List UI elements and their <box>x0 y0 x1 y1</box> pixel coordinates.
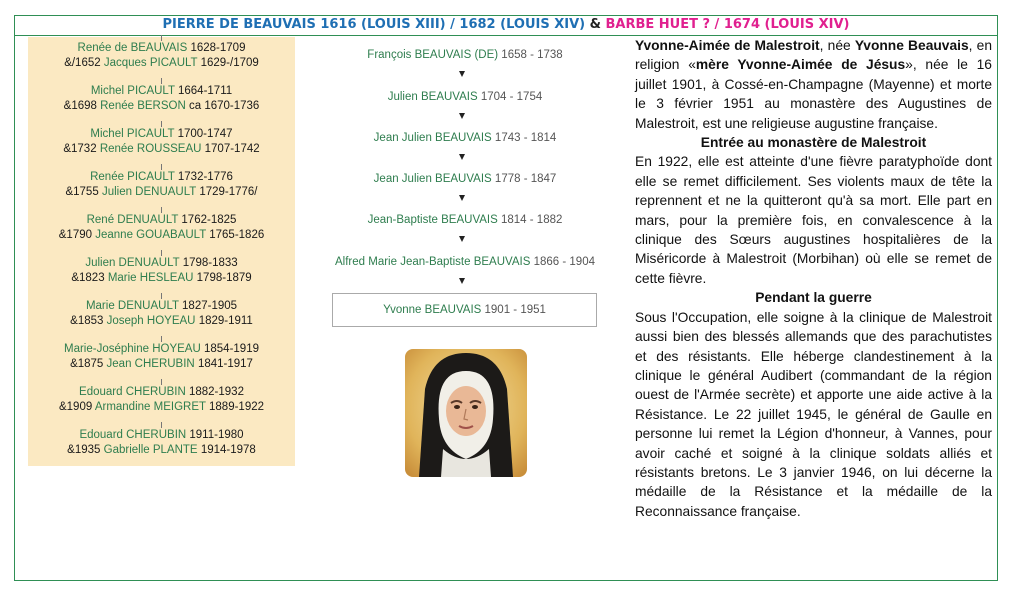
chain-person-name: François BEAUVAIS (DE) <box>367 49 499 61</box>
person-dates: 1854-1919 <box>203 343 259 355</box>
person-name: René DENUAULT <box>86 214 179 226</box>
person-dates: 1664-1711 <box>177 85 233 97</box>
bio-name-birth: Yvonne Beauvais <box>854 38 969 53</box>
title-barbe: BARBE HUET ? / 1674 (LOUIS XIV) <box>605 17 850 32</box>
spouse-name: Jeanne GOUABAULT <box>95 229 207 241</box>
spouse-dates: 1914-1978 <box>200 444 256 456</box>
lineage-entry <box>28 336 295 372</box>
chain-person <box>325 131 605 145</box>
person-name: Michel PICAULT <box>90 128 175 140</box>
lineage-line-1 <box>28 127 295 142</box>
spouse-dates: 1841-1917 <box>197 358 253 370</box>
person-dates: 1762-1825 <box>181 214 237 226</box>
bio-name-religious: Yvonne-Aimée de Malestroit <box>635 38 820 53</box>
person-name: Marie DENUAULT <box>85 300 179 312</box>
chain-person <box>325 255 605 269</box>
chain-person <box>325 90 605 104</box>
lineage-entry <box>28 164 295 200</box>
chain-person-dates: 1658 - 1738 <box>501 49 563 61</box>
final-person-dates: 1901 - 1951 <box>484 304 546 316</box>
spouse-name: Armandine MEIGRET <box>94 401 206 413</box>
person-name: Marie-Joséphine HOYEAU <box>64 343 201 355</box>
person-dates: 1882-1932 <box>188 386 244 398</box>
spouse-name: Joseph HOYEAU <box>106 315 196 327</box>
person-name: Renée PICAULT <box>90 171 175 183</box>
lineage-line-2 <box>28 443 295 458</box>
lineage-entry <box>28 250 295 286</box>
person-name: Edouard CHERUBIN <box>79 386 186 398</box>
lineage-line-2 <box>28 357 295 372</box>
down-arrow-icon <box>459 71 465 77</box>
person-dates: 1700-1747 <box>177 128 233 140</box>
bio-heading-war: Pendant la guerre <box>755 290 872 306</box>
down-arrow-icon <box>459 278 465 284</box>
chain-person-dates: 1778 - 1847 <box>494 173 557 185</box>
lineage-line-2 <box>28 99 295 114</box>
marriage-year: &/1652 <box>64 57 101 69</box>
spouse-dates: 1629-/1709 <box>200 57 259 69</box>
chain-person-name: Julien BEAUVAIS <box>387 91 478 103</box>
spouse-dates: 1798-1879 <box>196 272 252 284</box>
bio-intro <box>635 36 992 133</box>
person-name: Julien DENUAULT <box>85 257 180 269</box>
chain-person-dates: 1743 - 1814 <box>494 132 557 144</box>
person-dates: 1628-1709 <box>190 42 246 54</box>
lineage-line-1 <box>28 428 295 443</box>
chain-person <box>325 48 605 62</box>
lineage-line-2 <box>28 314 295 329</box>
marriage-year: &1732 <box>63 143 97 155</box>
chain-person-name: Alfred Marie Jean-Baptiste BEAUVAIS <box>335 256 531 268</box>
lineage-panel <box>28 37 295 466</box>
title-ampersand: & <box>585 17 606 32</box>
marriage-year: &1875 <box>70 358 104 370</box>
person-dates: 1911-1980 <box>189 429 244 441</box>
marriage-year: &1790 <box>58 229 93 241</box>
lineage-line-1 <box>28 385 295 400</box>
spouse-name: Marie HESLEAU <box>107 272 194 284</box>
bio-name-religion: mère Yvonne-Aimée de Jésus <box>695 57 906 73</box>
spouse-name: Renée BERSON <box>100 100 186 112</box>
bio-paragraph-war: Sous l'Occupation, elle soigne à la clinique de Malestroit aussi bien des blessés allemands que des parachutistes et des résistants. Elle héberge clandestinement à la clinique le général Audibert (commandant de la région ouest de l'Armée secrète) et apporte une aide active à la Résistance. Le 22 juillet 1945, le général de Gaulle en personne lui remet la Légion d'honneur, à Vannes, pour avoir caché et soigné à la clinique soldats alliés et résistants bretons. Le 3 janvier 1946, on lui décerne la médaille de la Résistance et la médaille de la Reconnaissance française. <box>635 309 992 519</box>
chain-person-name: Jean Julien BEAUVAIS <box>373 132 492 144</box>
down-arrow-icon <box>459 113 465 119</box>
spouse-dates: 1889-1922 <box>209 401 265 413</box>
marriage-year: &1909 <box>58 401 93 413</box>
person-dates: 1827-1905 <box>182 300 238 312</box>
person-dates: 1798-1833 <box>182 257 238 269</box>
lineage-line-1 <box>28 84 295 99</box>
lineage-entry <box>28 78 295 114</box>
lineage-entry <box>28 379 295 415</box>
lineage-line-1 <box>28 213 295 228</box>
spouse-name: Gabrielle PLANTE <box>103 444 198 456</box>
marriage-year: &1698 <box>63 100 97 112</box>
lineage-line-1 <box>28 256 295 271</box>
spouse-dates: 1707-1742 <box>204 143 260 155</box>
chain-person-name: Jean-Baptiste BEAUVAIS <box>367 214 498 226</box>
final-person-name: Yvonne BEAUVAIS <box>383 304 482 316</box>
lineage-entry <box>28 35 295 71</box>
spouse-dates: ca 1670-1736 <box>188 100 260 112</box>
spouse-name: Jacques PICAULT <box>103 57 198 69</box>
bio-paragraph-monastery: En 1922, elle est atteinte d'une fièvre paratyphoïde dont elle se remet difficilement. Ses violents maux de tête la reprennent et ne la quitteront qu'à sa mort. Elle part en mars, pour la première fois, en convalescence à la clinique des Sœurs augustines hospitalières de la Miséricorde à Malestroit (Morbihan) où elle se remet de cette fièvre. <box>635 154 992 286</box>
lineage-line-2 <box>28 56 295 71</box>
lineage-line-1 <box>28 41 295 56</box>
person-name: Renée de BEAUVAIS <box>77 42 188 54</box>
lineage-line-1 <box>28 342 295 357</box>
chain-person-name: Jean Julien BEAUVAIS <box>373 173 492 185</box>
chain-person-dates: 1814 - 1882 <box>501 214 563 226</box>
lineage-line-2 <box>28 185 295 200</box>
lineage-line-2 <box>28 142 295 157</box>
lineage-line-1 <box>28 170 295 185</box>
marriage-year: &1935 <box>67 444 101 456</box>
page-title <box>14 15 998 36</box>
spouse-name: Renée ROUSSEAU <box>99 143 202 155</box>
lineage-entry <box>28 422 295 458</box>
bio-intro-text-1: , née <box>819 38 855 53</box>
lineage-line-2 <box>28 228 295 243</box>
marriage-year: &1755 <box>65 186 99 198</box>
marriage-year: &1823 <box>71 272 105 284</box>
person-name: Edouard CHERUBIN <box>79 429 187 441</box>
down-arrow-icon <box>459 154 465 160</box>
spouse-name: Jean CHERUBIN <box>106 358 195 370</box>
spouse-dates: 1765-1826 <box>209 229 265 241</box>
bio-intro-text-3: », née le 16 juillet 1901, à Cossé-en-Champagne (Mayenne) et morte le 3 février 1951 au monastère des Augustines de Malestroit, est une religieuse augustine française. <box>635 57 992 131</box>
chain-person <box>325 213 605 227</box>
bio-heading-monastery: Entrée au monastère de Malestroit <box>700 135 927 151</box>
portrait-illustration <box>405 349 527 477</box>
spouse-dates: 1729-1776/ <box>199 186 258 198</box>
lineage-entry <box>28 293 295 329</box>
person-name: Michel PICAULT <box>90 85 175 97</box>
lineage-line-2 <box>28 400 295 415</box>
marriage-year: &1853 <box>70 315 104 327</box>
biography-text <box>635 36 992 521</box>
lineage-entry <box>28 207 295 243</box>
person-dates: 1732-1776 <box>177 171 233 183</box>
lineage-entry <box>28 121 295 157</box>
bio-intro-text-2: , en religion « <box>635 38 992 73</box>
down-arrow-icon <box>459 236 465 242</box>
spouse-dates: 1829-1911 <box>198 315 253 327</box>
chain-person-dates: 1866 - 1904 <box>533 256 595 268</box>
chain-person <box>325 172 605 186</box>
nun-portrait <box>405 349 527 477</box>
down-arrow-icon <box>459 195 465 201</box>
lineage-line-2 <box>28 271 295 286</box>
title-pierre: PIERRE DE BEAUVAIS 1616 (LOUIS XIII) / 1682 (LOUIS XIV) <box>162 17 586 32</box>
spouse-name: Julien DENUAULT <box>101 186 197 198</box>
chain-person-dates: 1704 - 1754 <box>480 91 543 103</box>
final-person-box <box>332 293 597 327</box>
lineage-line-1 <box>28 299 295 314</box>
